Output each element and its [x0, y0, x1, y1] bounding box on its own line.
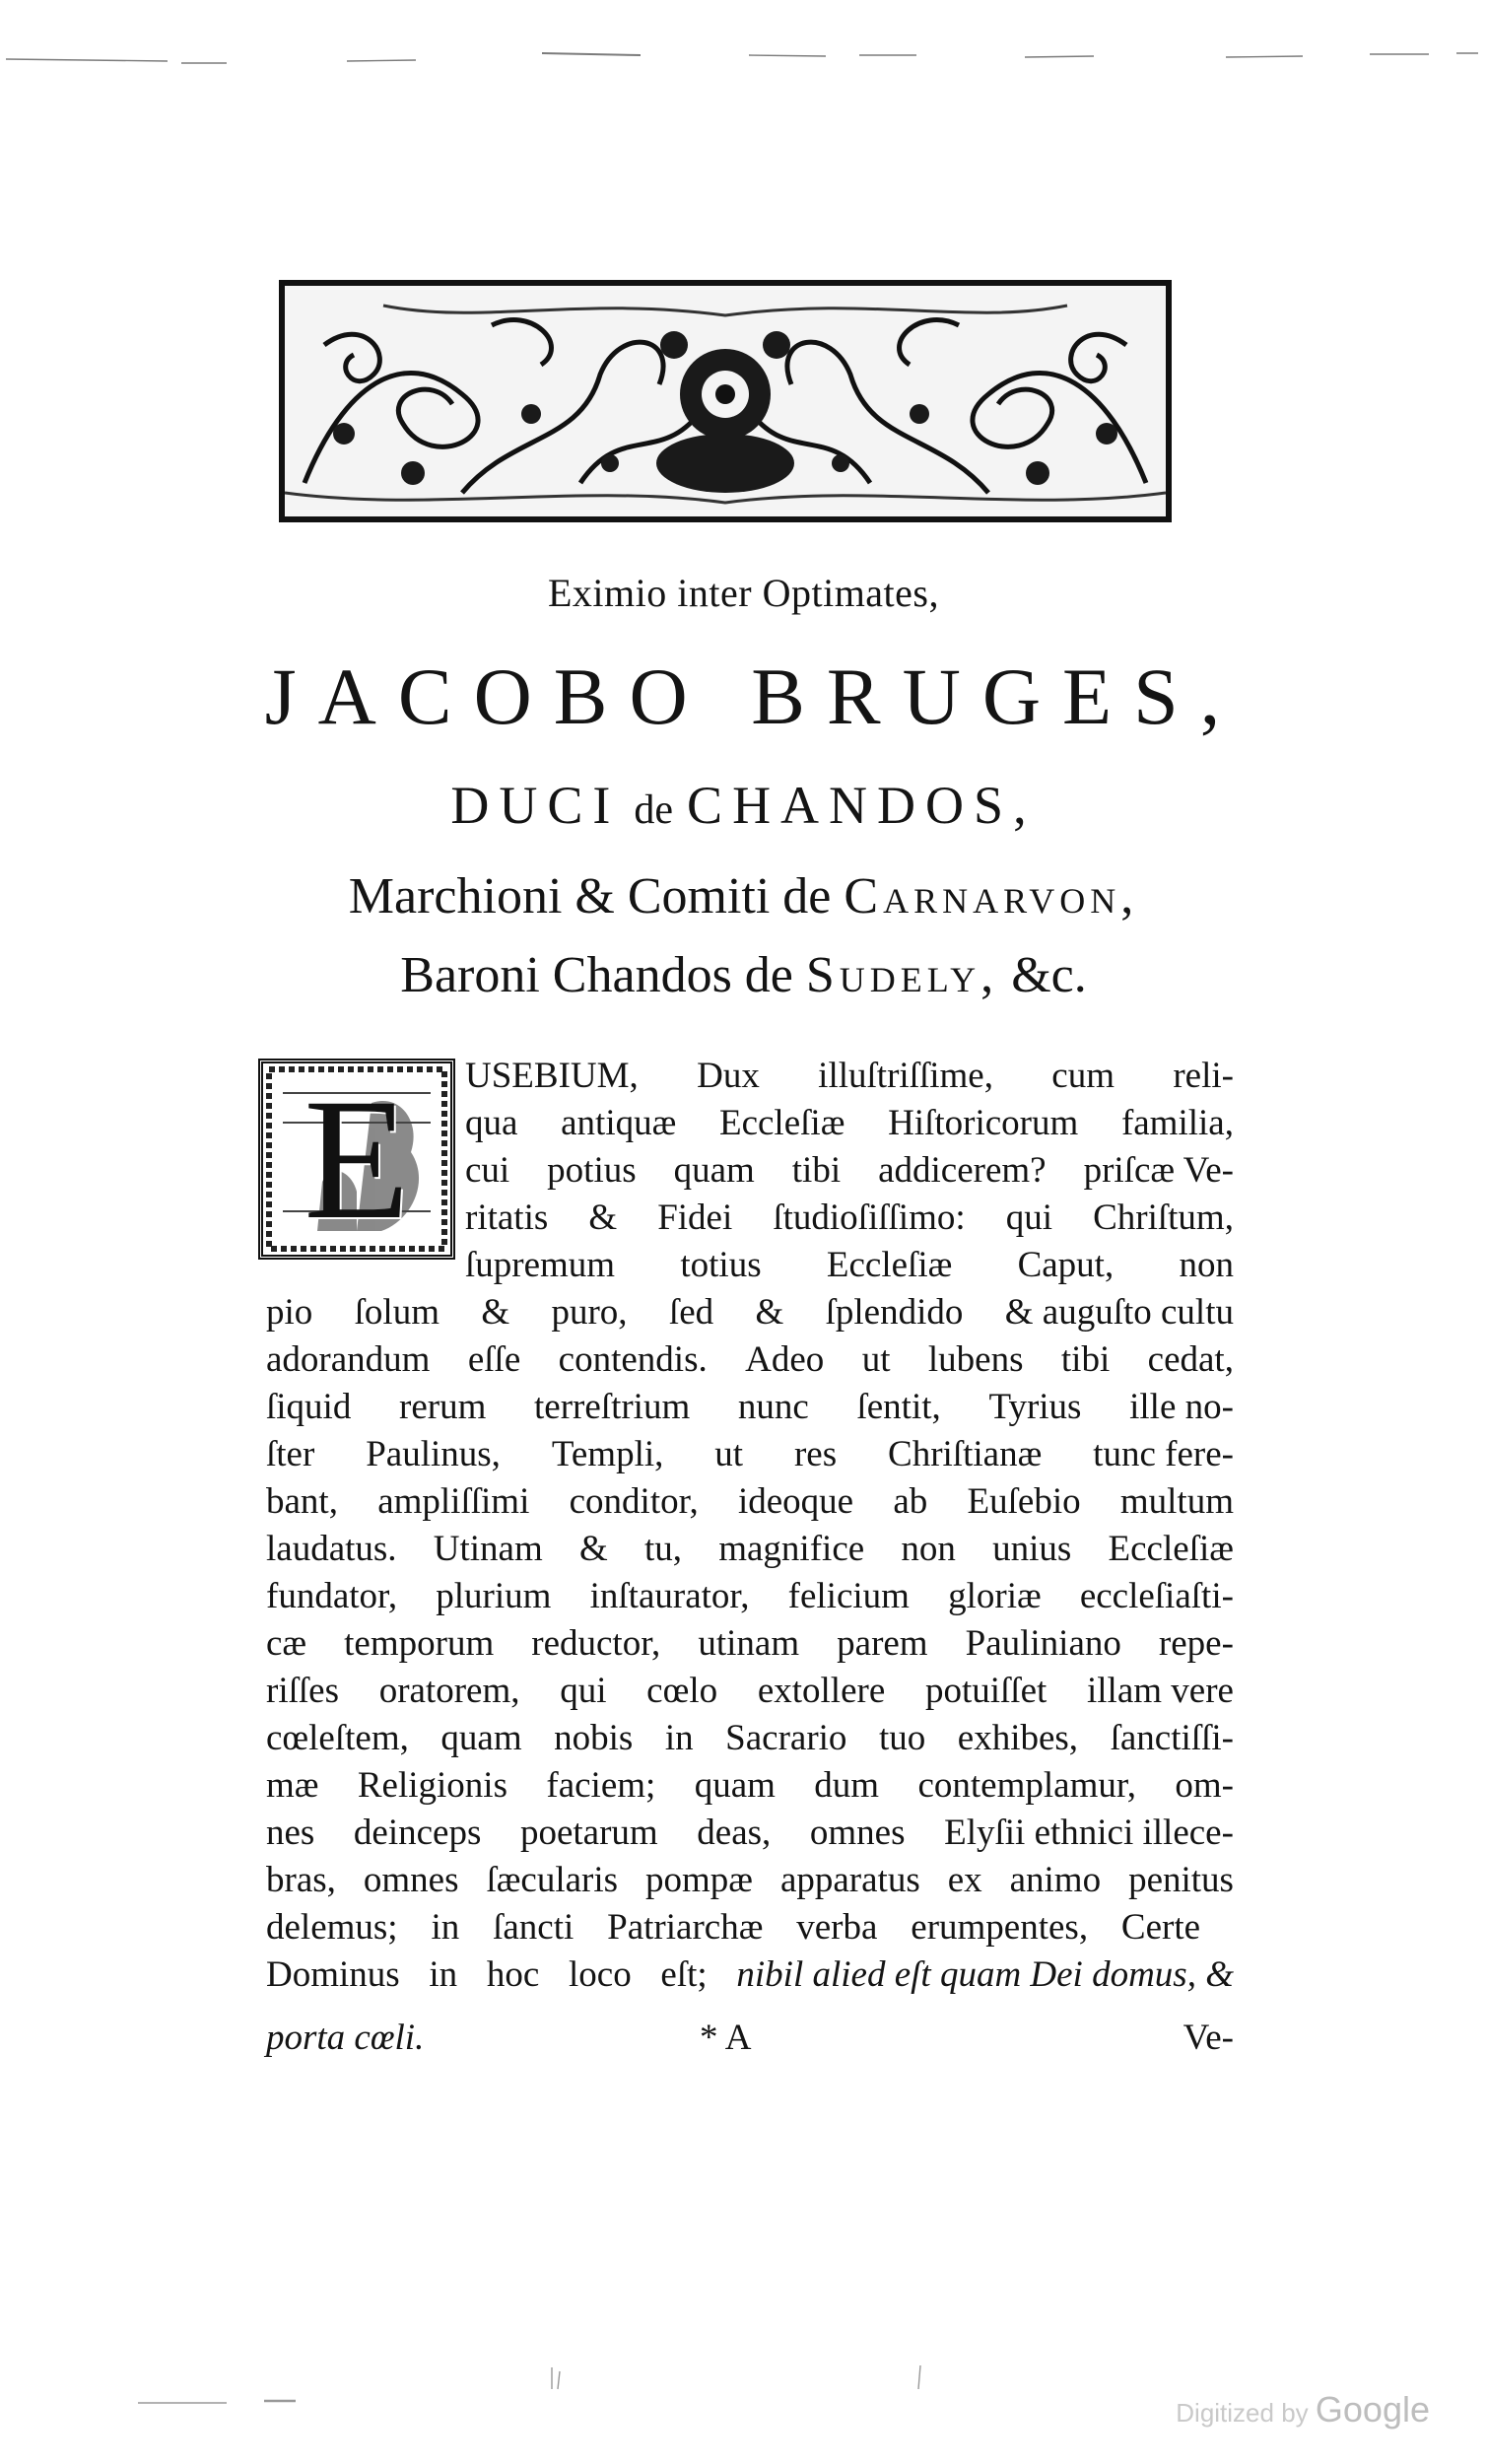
decorative-headpiece: [279, 280, 1172, 522]
digitized-watermark: [1176, 2389, 1430, 2430]
text-line: bant, ampliſſimi conditor, ideoque ab Euſebio multum: [266, 1481, 1234, 1522]
text-line: nes deinceps poetarum deas, omnes Elyſii ethnici illece-: [266, 1813, 1234, 1853]
page-footer-line: [266, 2015, 1234, 2062]
duke-title-place: CHANDOS,: [687, 776, 1037, 835]
text-line: riſſes oratorem, qui cœlo extollere potuiſſet illam vere: [266, 1671, 1234, 1711]
final-phrase: porta cœli.: [266, 2018, 425, 2058]
marquis-title-text: Marchioni & Comiti de: [348, 868, 832, 924]
text-line: adorandum eſſe contendis. Adeo ut lubens tibi cedat,: [266, 1339, 1234, 1380]
google-logo: Google: [1315, 2389, 1430, 2430]
text-line: qua antiquæ Eccleſiæ Hiſtoricorum familia,: [465, 1103, 1234, 1143]
baron-title: [0, 946, 1487, 1004]
text-line: pio ſolum & puro, ſed & ſplendido & auguſto cultu: [266, 1292, 1234, 1333]
text-line: cœleſtem, quam nobis in Sacrario tuo exhibes, ſanctiſſi-: [266, 1718, 1234, 1758]
floral-ornament-icon: [285, 286, 1166, 516]
text-line: mæ Religionis faciem; quam dum contemplamur, om-: [266, 1765, 1234, 1806]
ornamental-initial: [258, 1059, 455, 1260]
scan-artifacts-top: [0, 39, 1487, 69]
text-line: ritatis & Fidei ſtudioſiſſimo: qui Chriſtum,: [465, 1198, 1234, 1238]
text-line: fundator, plurium inſtaurator, felicium gloriæ eccleſiaſti-: [266, 1576, 1234, 1616]
text-line: laudatus. Utinam & tu, magnifice non unius Eccleſiæ: [266, 1529, 1234, 1569]
signature-mark: * A: [700, 2018, 752, 2058]
baron-title-place: Sudely,: [805, 947, 999, 1003]
text-line: USEBIUM, Dux illuſtriſſime, cum reli-: [465, 1056, 1234, 1096]
dedication-line: Eximio inter Optimates,: [548, 571, 939, 615]
text-line: ſter Paulinus, Templi, ut res Chriſtianæ tunc fere-: [266, 1434, 1234, 1474]
duke-title-prefix: DUCI: [450, 776, 621, 835]
text-line: bras, omnes ſæcularis pompæ apparatus ex animo penitus: [266, 1860, 1234, 1900]
marquis-title: [0, 867, 1487, 925]
catchword: Ve-: [1183, 2018, 1234, 2058]
text-line: ſupremum totius Eccleſiæ Caput, non: [465, 1245, 1234, 1285]
text-line: delemus; in ſancti Patriarchæ verba erumpentes, Certe: [266, 1907, 1201, 1948]
duke-title-particle: de: [634, 787, 674, 833]
dedicatee-name: JACOBO BRUGES,: [264, 651, 1243, 741]
watermark-prefix: Digitized by: [1176, 2398, 1309, 2428]
text-line: Dominus in hoc loco eſt; nibil alied eſt quam Dei domus, &: [266, 1954, 1234, 1995]
duke-title: [0, 775, 1487, 836]
initial-letter: E: [304, 1063, 410, 1256]
baron-title-text: Baroni Chandos de: [400, 947, 793, 1003]
text-line: cæ temporum reductor, utinam parem Pauliniano repe-: [266, 1623, 1234, 1664]
baron-title-etc: &c.: [1011, 947, 1087, 1003]
marquis-title-place: Carnarvon,: [844, 868, 1139, 924]
text-line: ſiquid rerum terreſtrium nunc ſentit, Tyrius ille no-: [266, 1387, 1234, 1427]
text-line: cui potius quam tibi addicerem? priſcæ Ve-: [465, 1150, 1234, 1191]
